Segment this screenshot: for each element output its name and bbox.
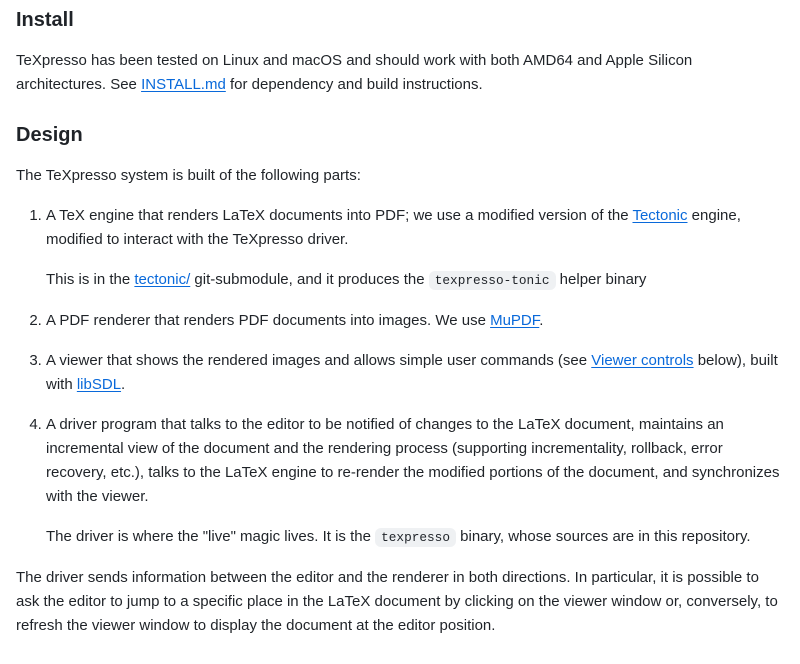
design-outro-paragraph: The driver sends information between the editor and the renderer in both directions. In particular, it is possible to ask the editor to jump to a specific place in the LaTeX document by clicking on the viewer window or, conversely, to refresh the viewer window to display the document at the editor position. <box>16 569 778 634</box>
list-paragraph: The driver is where the "live" magic lives. It is the texpresso binary, whose sources are in this repository. <box>46 528 751 545</box>
section-heading-design: Design <box>16 124 83 146</box>
install-md-link[interactable]: INSTALL.md <box>141 76 226 93</box>
install-paragraph: TeXpresso has been tested on Linux and macOS and should work with both AMD64 and Apple Silicon architectures. See INSTALL.md for dependency and build instructions. <box>16 52 693 93</box>
list-item <box>46 413 784 550</box>
tectonic-link[interactable]: Tectonic <box>632 207 688 224</box>
section-heading-install: Install <box>16 9 74 31</box>
list-paragraph: 2. A PDF renderer that renders PDF documents into images. We use MuPDF. <box>46 312 544 329</box>
inline-code: texpresso-tonic <box>429 271 556 290</box>
tectonic-submodule-link[interactable]: tectonic/ <box>134 271 191 288</box>
list-paragraph: 1. A TeX engine that renders LaTeX documents into PDF; we use a modified version of the Tectonic engine, modified to interact with the TeXpresso driver. <box>46 207 741 248</box>
list-item <box>46 204 784 293</box>
viewer-controls-link[interactable]: Viewer controls <box>591 352 694 369</box>
libsdl-link[interactable]: libSDL <box>76 376 122 393</box>
mupdf-link[interactable]: MuPDF <box>490 312 540 329</box>
list-paragraph: 3. A viewer that shows the rendered images and allows simple user commands (see Viewer controls below), built with libSDL. <box>46 352 778 393</box>
design-parts-list <box>16 204 784 550</box>
list-item <box>46 309 784 333</box>
inline-code: texpresso <box>375 528 456 547</box>
list-item <box>46 349 784 397</box>
list-paragraph: This is in the tectonic/ git-submodule, and it produces the texpresso-tonic helper binary <box>46 271 647 288</box>
design-intro-paragraph: The TeXpresso system is built of the following parts: <box>16 167 361 184</box>
list-paragraph: 4. A driver program that talks to the editor to be notified of changes to the LaTeX document, maintains an incremental view of the document and the rendering process (supporting incrementality, rollback, error recovery, etc.), talks to the LaTeX engine to re-render the modified portions of the document, and synchronizes with the viewer. <box>46 416 780 505</box>
